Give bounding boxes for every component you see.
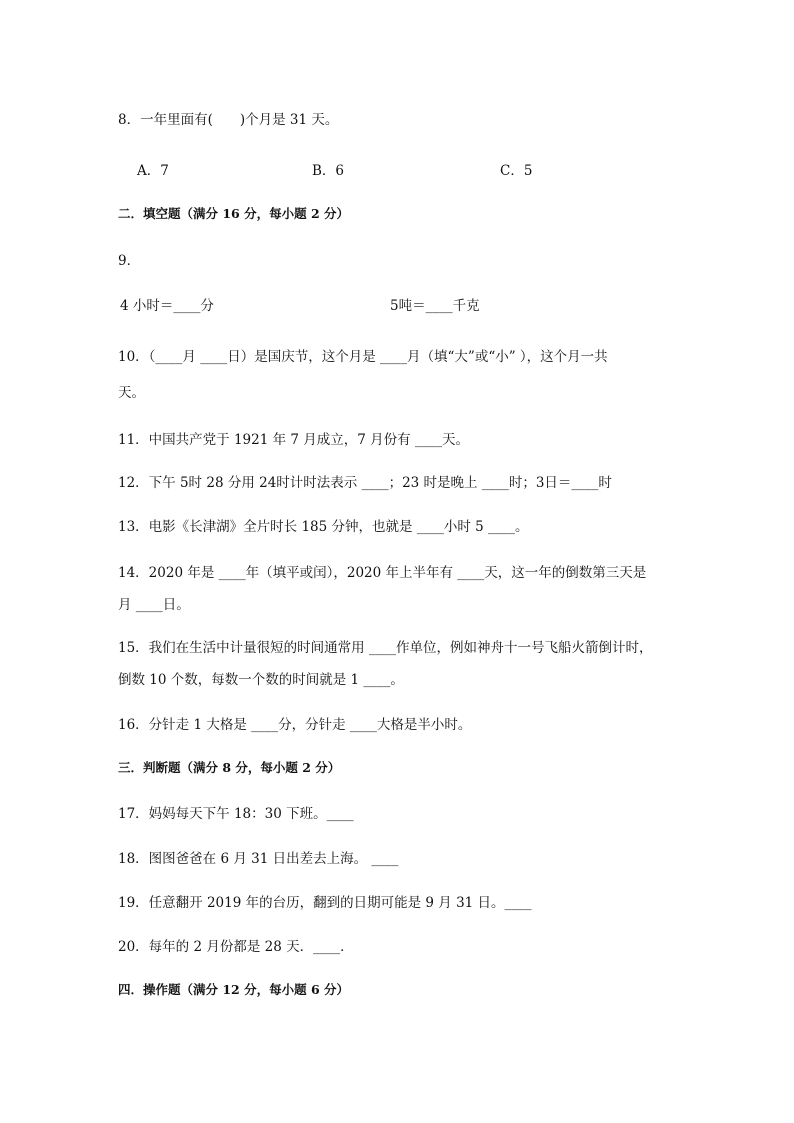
question-13: 13．电影《长津湖》全片时长 185 分钟，也就是 ____小时 5 ____。 <box>118 519 529 535</box>
question-9-right: 5吨＝____千克 <box>390 298 480 314</box>
section-heading-operation: 四．操作题（满分 12 分，每小题 6 分） <box>118 982 350 997</box>
question-11: 11．中国共产党于 1921 年 7 月成立，7 月份有 ____天。 <box>118 432 469 448</box>
question-16: 16．分针走 1 大格是 ____分，分针走 ____大格是半小时。 <box>118 717 472 733</box>
question-18: 18．图图爸爸在 6 月 31 日出差去上海。 ____ <box>118 851 399 867</box>
question-19: 19．任意翻开 2019 年的台历，翻到的日期可能是 9 月 31 日。____ <box>118 895 532 911</box>
question-14-line2: 月 ____日。 <box>118 597 190 613</box>
section-heading-fill-blank: 二．填空题（满分 16 分，每小题 2 分） <box>118 206 350 221</box>
question-14-line1: 14．2020 年是 ____年（填平或闰），2020 年上半年有 ____天，这一年的倒数第三天是 <box>118 565 647 581</box>
question-9-number: 9． <box>118 253 141 269</box>
question-17: 17．妈妈每天下午 18：30 下班。____ <box>118 806 354 822</box>
question-8: 8．一年里面有( )个月是 31 天。 <box>118 112 339 128</box>
q8-option-c: C．5 <box>500 163 533 179</box>
question-15-line2: 倒数 10 个数，每数一个数的时间就是 1 ____。 <box>118 672 404 688</box>
question-20: 20．每年的 2 月份都是 28 天．____． <box>118 939 354 955</box>
question-15-line1: 15．我们在生活中计量很短的时间通常用 ____作单位，例如神舟十一号飞船火箭倒计时， <box>118 640 653 656</box>
q8-option-a: A．7 <box>137 163 169 179</box>
question-10-line2: 天。 <box>118 385 145 401</box>
question-12: 12．下午 5时 28 分用 24时计时法表示 ____；23 时是晚上 ____时；3日＝____时 <box>118 475 612 491</box>
question-9-left: 4 小时＝____分 <box>120 298 214 314</box>
section-heading-judge: 三．判断题（满分 8 分，每小题 2 分） <box>118 760 341 775</box>
q8-option-b: B．6 <box>312 163 345 179</box>
question-10-line1: 10．（____月 ____日）是国庆节，这个月是 ____月（填“大”或“小” ），这个月一共 <box>118 349 608 365</box>
